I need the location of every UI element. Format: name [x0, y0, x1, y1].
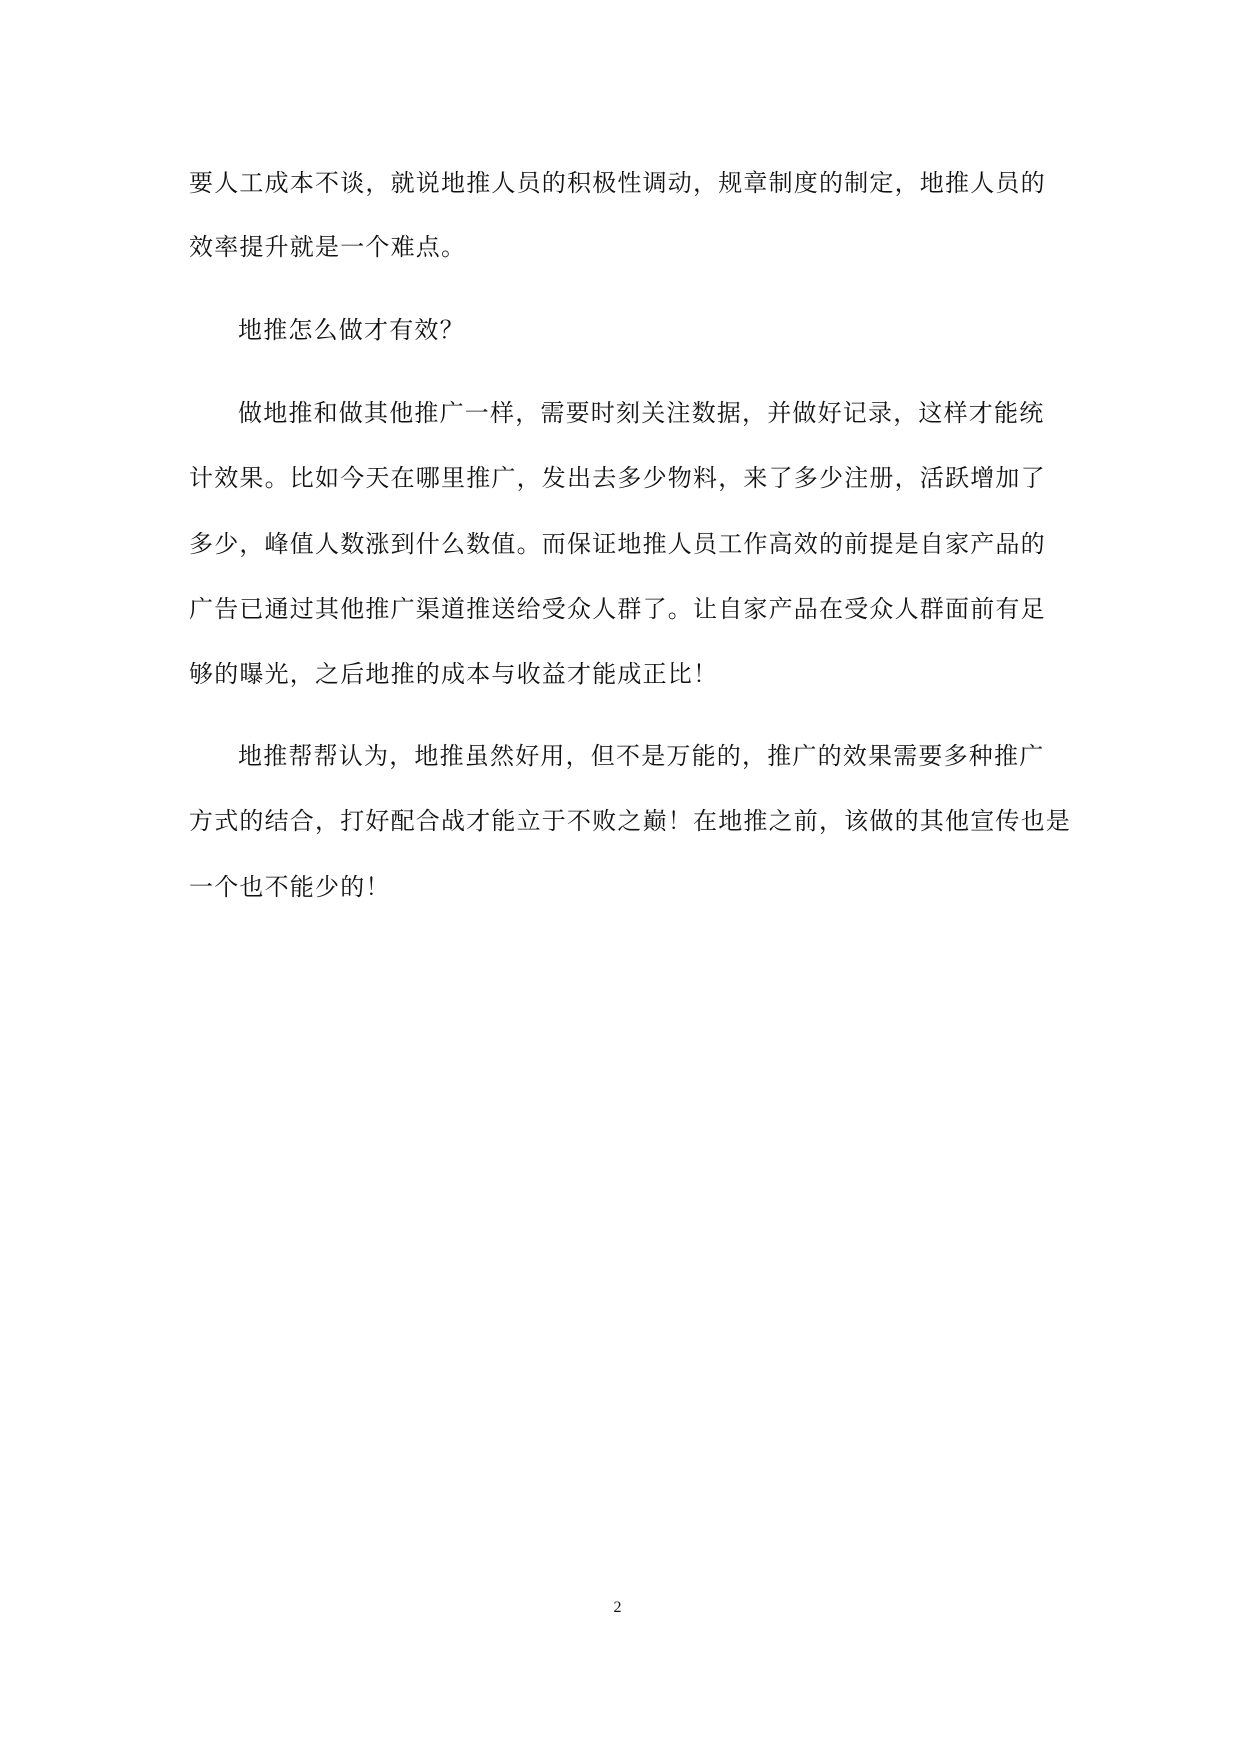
paragraph-1-line-2: 效率提升就是一个难点。	[189, 233, 467, 261]
paragraph-3-line-5: 够的曝光，之后地推的成本与收益才能成正比！	[189, 660, 719, 688]
paragraph-2-line-1: 地推怎么做才有效？	[238, 316, 465, 344]
paragraph-3-line-4: 广告已通过其他推广渠道推送给受众人群了。让自家产品在受众人群面前有足	[189, 595, 1046, 623]
paragraph-4-line-2: 方式的结合，打好配合战才能立于不败之巅！在地推之前，该做的其他宣传也是	[189, 807, 1071, 835]
paragraph-4-line-1: 地推帮帮认为，地推虽然好用，但不是万能的，推广的效果需要多种推广	[238, 742, 1045, 770]
paragraph-3-line-3: 多少，峰值人数涨到什么数值。而保证地推人员工作高效的前提是自家产品的	[189, 530, 1046, 558]
paragraph-3-line-2: 计效果。比如今天在哪里推广，发出去多少物料，来了多少注册，活跃增加了	[189, 464, 1046, 492]
page-number: 2	[613, 1599, 622, 1616]
paragraph-4-line-3: 一个也不能少的！	[189, 873, 391, 901]
paragraph-3-line-1: 做地推和做其他推广一样，需要时刻关注数据，并做好记录，这样才能统	[238, 399, 1045, 427]
paragraph-1-line-1: 要人工成本不谈，就说地推人员的积极性调动，规章制度的制定，地推人员的	[189, 169, 1046, 197]
